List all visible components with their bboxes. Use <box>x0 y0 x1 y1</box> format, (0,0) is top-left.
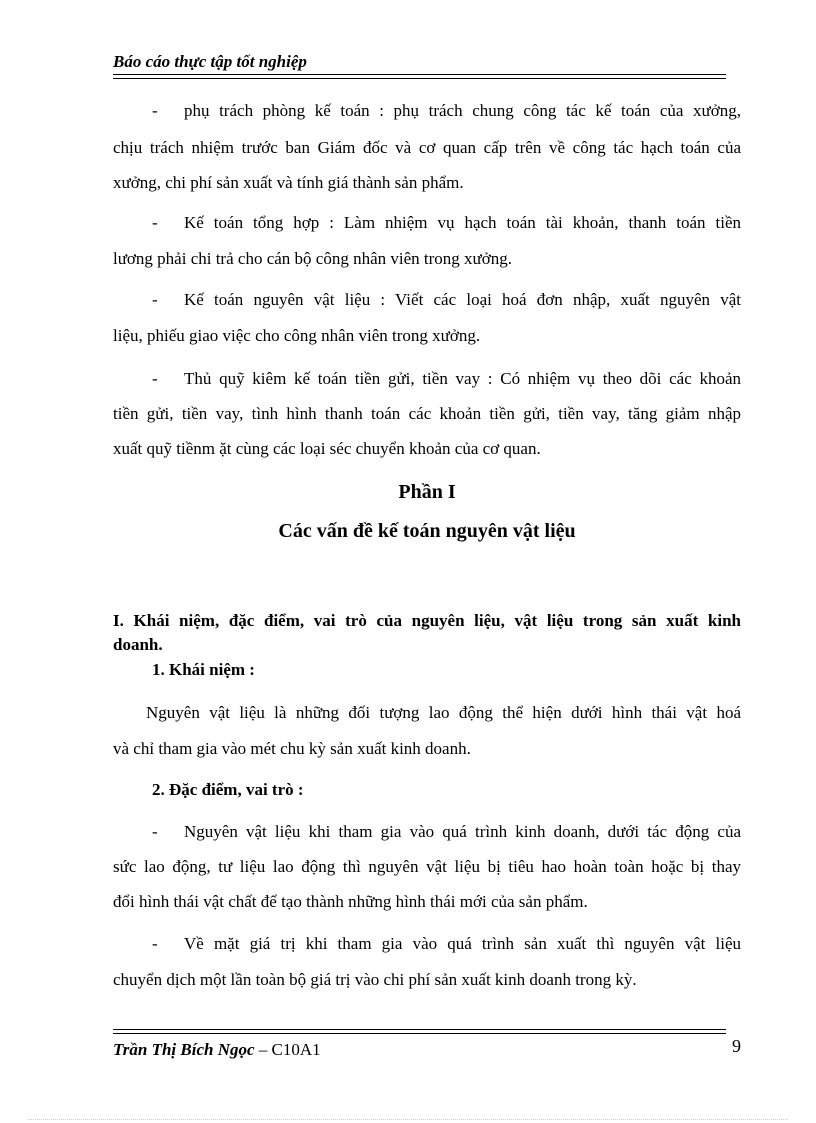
paragraph-line: Kế toán tổng hợp : Làm nhiệm vụ hạch toán tài khoản, thanh toán tiền <box>184 213 741 232</box>
header-rule-top <box>113 74 726 75</box>
paragraph-line: Về mặt giá trị khi tham gia vào quá trình sản xuất thì nguyên vật liệu <box>184 934 741 953</box>
paragraph-line: tiền gửi, tiền vay, tình hình thanh toán các khoản tiền gửi, tiền vay, tăng giảm nhập <box>113 404 741 423</box>
paragraph-line: xuất quỹ tiềnm ặt cùng các loại séc chuyển khoản của cơ quan. <box>113 439 541 458</box>
author-name: Trần Thị Bích Ngọc <box>113 1040 255 1059</box>
list-bullet: - <box>152 934 158 953</box>
list-bullet: - <box>152 290 158 309</box>
paragraph-line: chuyển dịch một lần toàn bộ giá trị vào chi phí sản xuất kinh doanh trong kỳ. <box>113 970 637 989</box>
part-title: Các vấn đề kế toán nguyên vật liệu <box>278 520 576 542</box>
paragraph-line: Kế toán nguyên vật liệu : Viết các loại hoá đơn nhập, xuất nguyên vật <box>184 290 741 309</box>
footer-rule-bottom <box>113 1033 726 1034</box>
section-title: I. Khái niệm, đặc điểm, vai trò của nguyên liệu, vật liệu trong sản xuất kinh <box>113 611 741 630</box>
footer-rule-top <box>113 1029 726 1030</box>
page-header-title: Báo cáo thực tập tốt nghiệp <box>113 52 307 71</box>
page-edge-divider <box>28 1119 788 1120</box>
paragraph-line: Thủ quỹ kiêm kế toán tiền gửi, tiền vay : Có nhiệm vụ theo dõi các khoản <box>184 369 741 388</box>
footer-separator: – <box>254 1040 272 1059</box>
paragraph-line: Nguyên vật liệu khi tham gia vào quá trình kinh doanh, dưới tác động của <box>184 822 741 841</box>
list-bullet: - <box>152 369 158 388</box>
list-bullet: - <box>152 213 158 232</box>
subsection-title: 2. Đặc điểm, vai trò : <box>152 780 304 799</box>
paragraph-line: phụ trách phòng kế toán : phụ trách chung công tác kế toán của xưởng, <box>184 101 741 120</box>
section-title-cont: doanh. <box>113 635 163 654</box>
page-number: 9 <box>732 1036 741 1056</box>
paragraph-line: lương phải chi trả cho cán bộ công nhân viên trong xưởng. <box>113 249 512 268</box>
header-rule-bottom <box>113 78 726 79</box>
list-bullet: - <box>152 101 158 120</box>
paragraph-line: sức lao động, tư liệu lao động thì nguyên vật liệu bị tiêu hao hoàn toàn hoặc bị thay <box>113 857 741 876</box>
paragraph-line: xưởng, chi phí sản xuất và tính giá thành sản phẩm. <box>113 173 464 192</box>
paragraph-line: và chỉ tham gia vào mét chu kỳ sản xuất kinh doanh. <box>113 739 471 758</box>
paragraph-line: đổi hình thái vật chất để tạo thành những hình thái mới của sản phẩm. <box>113 892 588 911</box>
class-code: C10A1 <box>271 1040 321 1059</box>
subsection-title: 1. Khái niệm : <box>152 660 255 679</box>
list-bullet: - <box>152 822 158 841</box>
paragraph-line: chịu trách nhiệm trước ban Giám đốc và cơ quan cấp trên về công tác hạch toán của <box>113 138 741 157</box>
footer-author <box>113 1040 321 1060</box>
paragraph-line: Nguyên vật liệu là những đối tượng lao động thể hiện dưới hình thái vật hoá <box>146 703 741 722</box>
paragraph-line: liệu, phiếu giao việc cho công nhân viên trong xưởng. <box>113 326 481 345</box>
part-label: Phần I <box>398 481 456 503</box>
